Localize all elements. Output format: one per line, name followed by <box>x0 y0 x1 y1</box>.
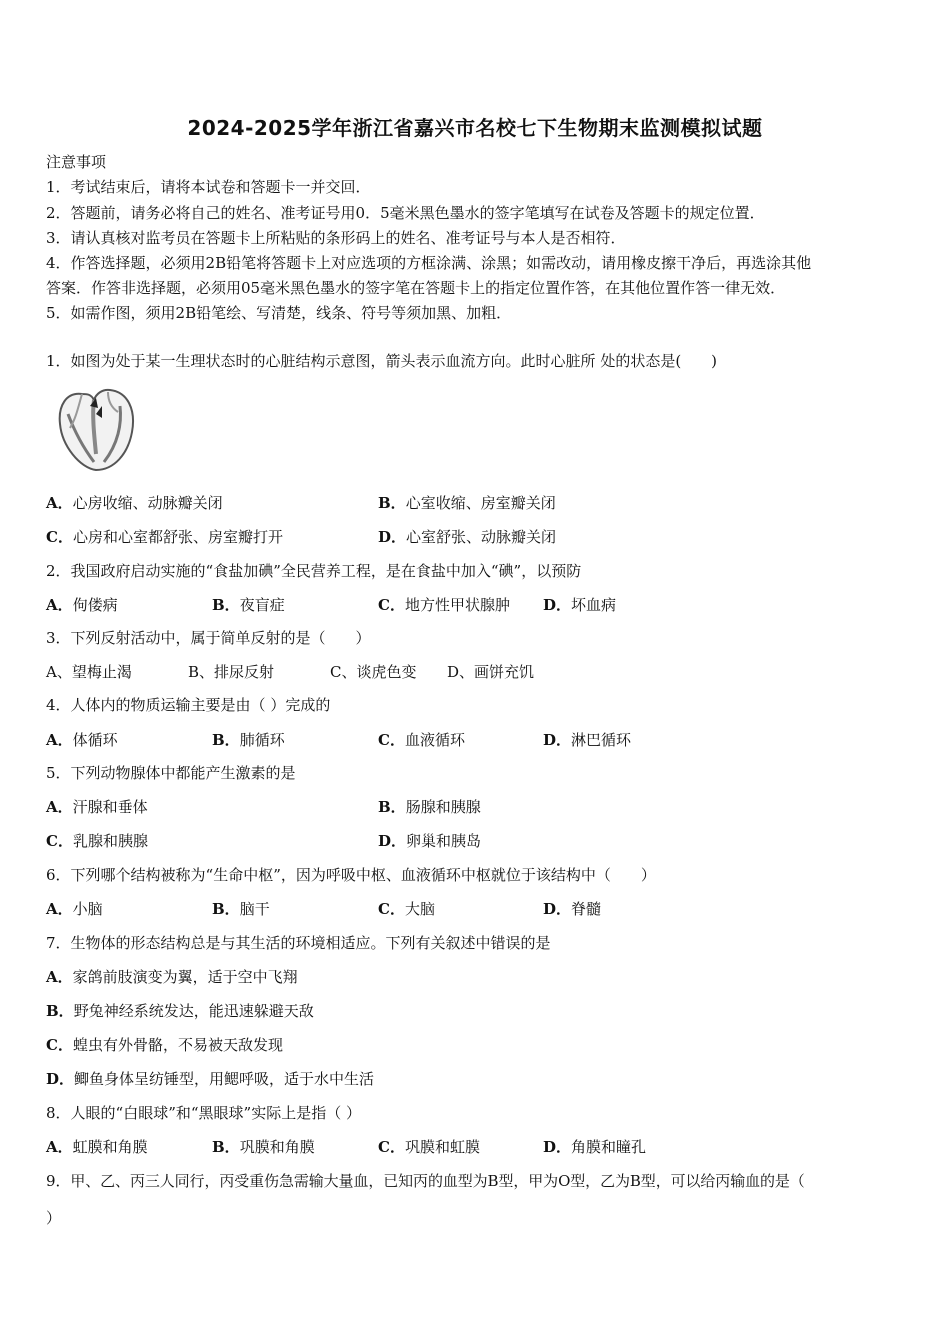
option-letter: B． <box>212 731 240 749</box>
notice-item: 4．作答选择题，必须用2B铅笔将答题卡上对应选项的方框涂满、涂黑；如需改动，请用橡皮擦干净后，再选涂其他 <box>46 254 812 272</box>
option-text: 脑干 <box>239 900 270 918</box>
option-text: 心房收缩、动脉瓣关闭 <box>72 494 223 512</box>
option-letter: C． <box>46 528 73 546</box>
option-letter: A、 <box>46 663 72 681</box>
option-letter: D． <box>543 731 572 749</box>
option-b <box>212 899 270 919</box>
option-letter: D． <box>378 832 407 850</box>
option-letter: B． <box>212 1138 240 1156</box>
option-text: 排尿反射 <box>214 663 275 681</box>
option-d <box>378 527 556 547</box>
option-letter: D． <box>378 528 407 546</box>
option-text: 卵巢和胰岛 <box>406 832 482 850</box>
option-d <box>447 662 534 682</box>
option-a <box>46 595 118 615</box>
option-letter: D． <box>543 900 572 918</box>
option-letter: D． <box>543 1138 572 1156</box>
option-letter: D． <box>543 596 572 614</box>
option-a <box>46 493 223 513</box>
option-letter: C． <box>378 900 405 918</box>
option-c <box>378 1137 480 1157</box>
option-b <box>378 797 481 817</box>
option-text: 小脑 <box>72 900 103 918</box>
option-text: 淋巴循环 <box>571 731 632 749</box>
option-text: 肠腺和胰腺 <box>405 798 481 816</box>
option-c <box>378 730 465 750</box>
option-text: 谈虎色变 <box>356 663 417 681</box>
option-letter: C． <box>378 596 405 614</box>
option-text: 肺循环 <box>239 731 285 749</box>
option-b <box>46 1001 314 1021</box>
option-text: 大脑 <box>404 900 435 918</box>
option-letter: C． <box>46 1036 73 1054</box>
option-letter: C． <box>46 832 73 850</box>
option-text: 鲫鱼身体呈纺锤型，用鳃呼吸，适于水中生活 <box>74 1070 375 1088</box>
option-b <box>378 493 556 513</box>
option-text: 虹膜和角膜 <box>72 1138 148 1156</box>
option-letter: B． <box>46 1002 74 1020</box>
option-text: 心室舒张、动脉瓣关闭 <box>406 528 557 546</box>
option-letter: B． <box>378 494 406 512</box>
option-text: 家鸽前肢演变为翼，适于空中飞翔 <box>72 968 298 986</box>
option-letter: C． <box>378 1138 405 1156</box>
option-a <box>46 899 103 919</box>
question-stem: 6．下列哪个结构被称为“生命中枢”，因为呼吸中枢、血液循环中枢就位于该结构中（ ） <box>46 866 656 884</box>
page-title: 2024-2025学年浙江省嘉兴市名校七下生物期末监测模拟试题 <box>187 116 763 140</box>
option-text: 野兔神经系统发达，能迅速躲避天敌 <box>73 1002 314 1020</box>
option-c <box>46 527 283 547</box>
option-a <box>46 662 132 682</box>
option-text: 坏血病 <box>571 596 617 614</box>
option-c <box>378 899 435 919</box>
notice-item: 2．答题前，请务必将自己的姓名、准考证号用0．5毫米黑色墨水的签字笔填写在试卷及答题卡的规定位置． <box>46 204 765 222</box>
question-stem: 2．我国政府启动实施的“食盐加碘”全民营养工程，是在食盐中加入“碘”，以预防 <box>46 562 582 580</box>
question-stem: 9．甲、乙、丙三人同行，丙受重伤急需输大量血，已知丙的血型为B型，甲为O型，乙为B型，可以给丙输血的是（ <box>46 1172 805 1190</box>
option-text: 汗腺和垂体 <box>72 798 148 816</box>
option-letter: C． <box>378 731 405 749</box>
option-letter: B． <box>378 798 406 816</box>
option-c <box>378 595 510 615</box>
notice-item: 3．请认真核对监考员在答题卡上所粘贴的条形码上的姓名、准考证号与本人是否相符． <box>46 229 626 247</box>
option-b <box>212 595 285 615</box>
question-stem: 7．生物体的形态结构总是与其生活的环境相适应。下列有关叙述中错误的是 <box>46 934 551 952</box>
option-text: 心室收缩、房室瓣关闭 <box>405 494 556 512</box>
option-letter: C、 <box>330 663 357 681</box>
option-letter: A． <box>46 1138 73 1156</box>
option-d <box>543 1137 646 1157</box>
notice-item: 5．如需作图，须用2B铅笔绘、写清楚，线条、符号等须加黑、加粗． <box>46 304 512 322</box>
option-d <box>543 730 631 750</box>
option-text: 巩膜和角膜 <box>239 1138 315 1156</box>
option-text: 佝偻病 <box>72 596 118 614</box>
option-letter: A． <box>46 968 73 986</box>
option-letter: A． <box>46 798 73 816</box>
option-d <box>543 899 601 919</box>
notice-item: 答案．作答非选择题，必须用05毫米黑色墨水的签字笔在答题卡上的指定位置作答，在其他位置作答一律无效． <box>46 279 786 297</box>
option-text: 巩膜和虹膜 <box>404 1138 480 1156</box>
option-c <box>330 662 417 682</box>
option-letter: A． <box>46 596 73 614</box>
option-text: 脊髓 <box>571 900 602 918</box>
heart-diagram-figure <box>52 384 136 474</box>
question-stem: 8．人眼的“白眼球”和“黑眼球”实际上是指（ ） <box>46 1104 361 1122</box>
option-letter: A． <box>46 494 73 512</box>
option-d <box>378 831 481 851</box>
option-text: 体循环 <box>72 731 118 749</box>
option-a <box>46 730 118 750</box>
option-letter: B． <box>212 596 240 614</box>
option-a <box>46 967 298 987</box>
question-stem-continuation: ） <box>46 1209 62 1227</box>
option-text: 血液循环 <box>404 731 465 749</box>
notice-item: 1．考试结束后，请将本试卷和答题卡一并交回． <box>46 178 371 196</box>
option-text: 夜盲症 <box>239 596 285 614</box>
option-letter: B、 <box>188 663 215 681</box>
option-text: 角膜和瞳孔 <box>571 1138 647 1156</box>
option-text: 画饼充饥 <box>474 663 535 681</box>
option-text: 心房和心室都舒张、房室瓣打开 <box>72 528 283 546</box>
option-a <box>46 1137 148 1157</box>
option-letter: B． <box>212 900 240 918</box>
option-b <box>212 730 285 750</box>
option-b <box>212 1137 315 1157</box>
option-c <box>46 831 148 851</box>
option-b <box>188 662 274 682</box>
question-stem: 3．下列反射活动中，属于简单反射的是（ ） <box>46 629 371 647</box>
option-text: 望梅止渴 <box>71 663 132 681</box>
option-text: 乳腺和胰腺 <box>72 832 148 850</box>
option-text: 地方性甲状腺肿 <box>404 596 510 614</box>
option-letter: A． <box>46 900 73 918</box>
option-a <box>46 797 148 817</box>
question-stem: 5．下列动物腺体中都能产生激素的是 <box>46 764 296 782</box>
question-stem: 1．如图为处于某一生理状态时的心脏结构示意图，箭头表示血流方向。此时心脏所 处的状态是( ) <box>46 352 718 370</box>
option-d <box>46 1069 374 1089</box>
notice-heading: 注意事项 <box>46 153 107 171</box>
option-d <box>543 595 616 615</box>
option-letter: D． <box>46 1070 75 1088</box>
question-stem: 4．人体内的物质运输主要是由（ ）完成的 <box>46 696 331 714</box>
option-letter: A． <box>46 731 73 749</box>
option-text: 蝗虫有外骨骼，不易被天敌发现 <box>72 1036 283 1054</box>
option-c <box>46 1035 283 1055</box>
option-letter: D、 <box>447 663 475 681</box>
